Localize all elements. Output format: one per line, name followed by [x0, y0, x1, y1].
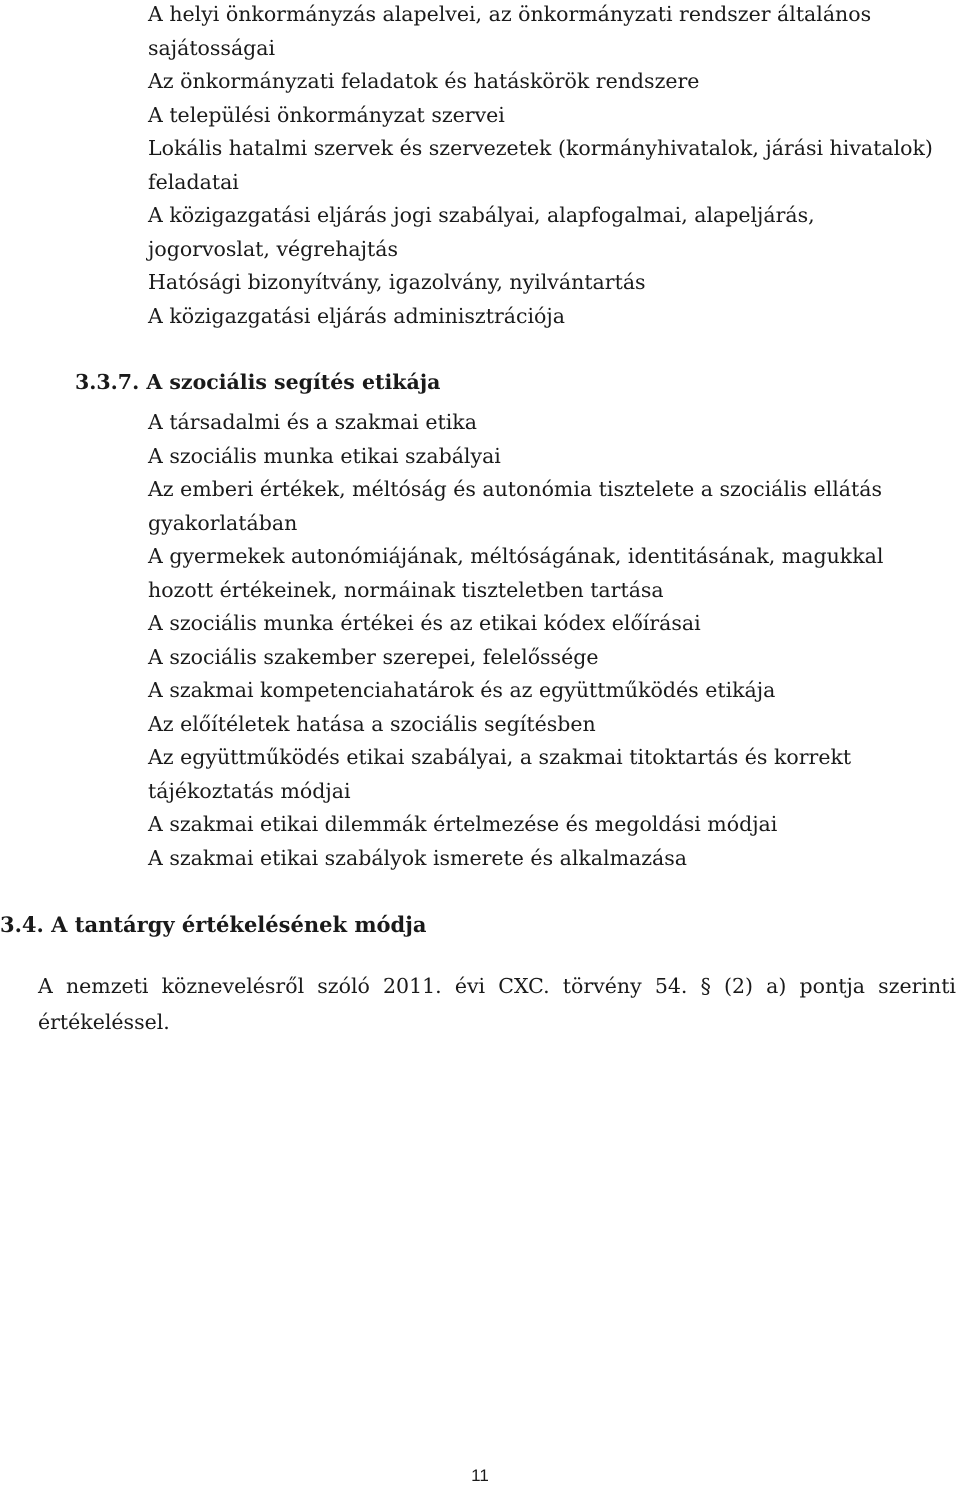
list-item: A közigazgatási eljárás jogi szabályai, alapfogalmai, alapeljárás, jogorvoslat, végrehajtás — [148, 203, 815, 261]
list-item: Az önkormányzati feladatok és hatáskörök rendszere — [148, 69, 700, 93]
list-item: Lokális hatalmi szervek és szervezetek (kormányhivatalok, járási hivatalok) feladatai — [148, 136, 933, 194]
list-item: A szociális szakember szerepei, felelőssége — [148, 644, 599, 669]
list-item: A szakmai etikai dilemmák értelmezése és megoldási módjai — [148, 812, 778, 836]
list-item: Az együttműködés etikai szabályai, a szakmai titoktartás és korrekt tájékoztatás módjai — [148, 745, 852, 803]
evaluation-paragraph: A nemzeti köznevelésről szóló 2011. évi CXC. törvény 54. § (2) a) pontja szerinti értékeléssel. — [38, 974, 956, 1034]
list-item: Az előítéletek hatása a szociális segítésben — [148, 711, 596, 736]
list-item: A szociális munka értékei és az etikai kódex előírásai — [148, 611, 701, 635]
list-item: A települési önkormányzat szervei — [148, 102, 505, 127]
list-item: Az emberi értékek, méltóság és autonómia tisztelete a szociális ellátás gyakorlatában — [148, 477, 882, 535]
list-item: A gyermekek autonómiájának, méltóságának, identitásának, magukkal hozott értékeinek, normáinak tiszteletben tartása — [148, 544, 884, 602]
list-item: A szakmai kompetenciahatárok és az együttműködés etikája — [148, 678, 776, 702]
topic-list-ethics — [148, 406, 948, 875]
list-item: A közigazgatási eljárás adminisztrációja — [148, 303, 565, 328]
topic-list-administration — [148, 0, 938, 333]
page-number: 11 — [471, 1466, 489, 1485]
list-item: Hatósági bizonyítvány, igazolvány, nyilvántartás — [148, 270, 646, 294]
list-item: A helyi önkormányzás alapelvei, az önkormányzati rendszer általános sajátosságai — [148, 2, 872, 60]
subsection-heading: 3.3.7. A szociális segítés etikája — [75, 370, 441, 394]
list-item: A szociális munka etikai szabályai — [148, 443, 501, 468]
section-heading: 3.4. A tantárgy értékelésének módja — [0, 912, 427, 937]
list-item: A társadalmi és a szakmai etika — [148, 410, 477, 434]
list-item: A szakmai etikai szabályok ismerete és alkalmazása — [148, 845, 688, 870]
